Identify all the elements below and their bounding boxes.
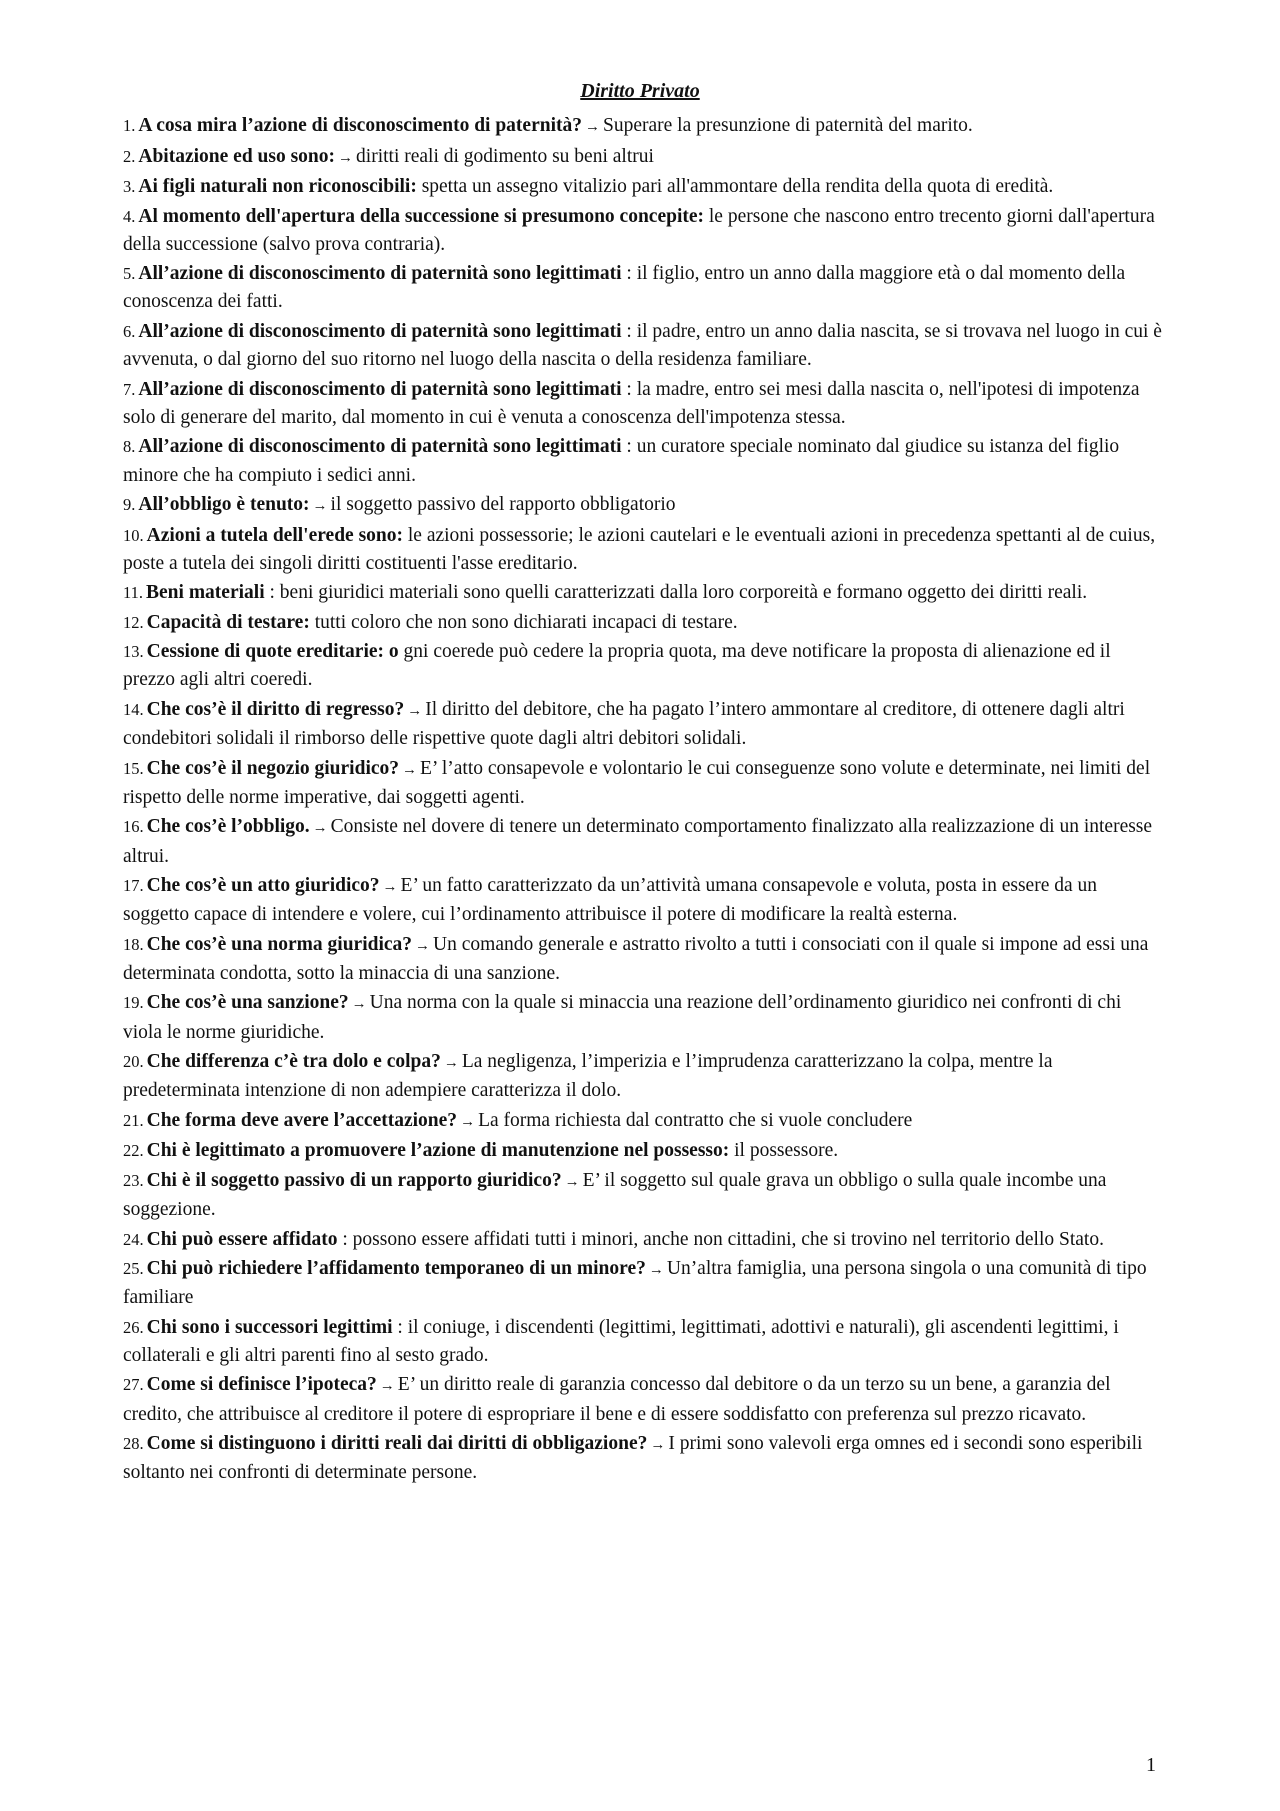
item-answer: Il diritto del debitore, che ha pagato l’intero ammontare al creditore, di ottenere dagli altri condebitori solidali il rimborso delle rispettive quote dagli altri debitori solidali.	[123, 698, 1125, 750]
item-number: 8.	[123, 437, 136, 457]
item-answer: : la madre, entro sei mesi dalla nascita o, nell'ipotesi di impotenza solo di generare del marito, dal momento in cui è venuta a conoscenza dell'impotenza stessa.	[123, 378, 1140, 428]
item-number: 17.	[123, 876, 144, 896]
list-item	[123, 1255, 1163, 1312]
item-question: All’azione di disconoscimento di paternità sono legittimati	[138, 436, 622, 458]
item-question: Chi può essere affidato	[146, 1228, 338, 1250]
item-question: Chi è il soggetto passivo di un rapporto giuridico?	[146, 1169, 562, 1191]
item-question: All’obbligo è tenuto:	[138, 494, 310, 516]
item-question: Cessione di quote ereditarie: o	[146, 641, 399, 663]
item-answer: gni coerede può cedere la propria quota, ma deve notificare la proposta di alienazione ed il prezzo agli altri coeredi.	[123, 641, 1111, 691]
item-number: 16.	[123, 817, 144, 837]
item-number: 10.	[123, 525, 144, 545]
item-answer: : il padre, entro un anno dalia nascita, se si trovava nel luogo in cui è avvenuta, o dal giorno del suo ritorno nel luogo della nascita o della residenza familiare.	[123, 320, 1162, 371]
item-answer: spetta un assegno vitalizio pari all'ammontare della rendita della quota di eredità.	[421, 176, 1054, 197]
item-answer: Un comando generale e astratto rivolto a tutti i consociati con il quale si impone ad essi una determinata condotta, sotto la minaccia di una sanzione.	[123, 933, 1149, 984]
item-number: 25.	[123, 1259, 144, 1279]
list-item	[123, 872, 1163, 929]
arrow-icon: →	[443, 1055, 459, 1072]
item-number: 26.	[123, 1317, 144, 1337]
item-question: Che cos’è il diritto di regresso?	[146, 698, 405, 720]
item-answer: Consiste nel dovere di tenere un determinato comportamento finalizzato alla realizzazione di un interesse altrui.	[123, 816, 1153, 867]
item-answer: E’ un diritto reale di garanzia concesso dal debitore o da un terzo su un bene, a garanzia del credito, che attribuisce al creditore il potere di espropriare il bene e di essere soddisfatto con preferenza sul prezzo ricavato.	[123, 1374, 1111, 1425]
item-question: Che cos’è un atto giuridico?	[146, 875, 380, 897]
item-answer: La negligenza, l’imperizia e l’imprudenza caratterizzano la colpa, mentre la predeterminata intenzione di non adempiere caratterizza il dolo.	[123, 1051, 1053, 1102]
list-item	[123, 579, 1163, 607]
item-question: Che cos’è una norma giuridica?	[146, 933, 413, 955]
list-item	[123, 1107, 1163, 1136]
arrow-icon: →	[415, 937, 431, 954]
arrow-icon: →	[564, 1173, 580, 1190]
item-question: Che cos’è l’obbligo.	[146, 816, 310, 838]
item-question: All’azione di disconoscimento di paternità sono legittimati	[138, 320, 622, 342]
list-item	[123, 260, 1163, 316]
list-item	[123, 112, 1163, 141]
list-item	[123, 1430, 1163, 1487]
item-number: 2.	[123, 146, 136, 166]
arrow-icon: →	[650, 1437, 666, 1454]
arrow-icon: →	[379, 1378, 395, 1395]
item-number: 9.	[123, 495, 136, 515]
item-question: Azioni a tutela dell'erede sono:	[146, 524, 403, 546]
list-item	[123, 931, 1163, 988]
list-item	[123, 1167, 1163, 1224]
item-answer: : beni giuridici materiali sono quelli caratterizzati dalla loro corporeità e formano oggetto dei diritti reali.	[269, 582, 1088, 604]
list-item	[123, 696, 1163, 753]
item-answer: E’ un fatto caratterizzato da un’attività umana consapevole e voluta, posta in essere da un soggetto capace di intendere e volere, cui l’ordinamento attribuisce il potere di modificare la realtà esterna.	[123, 875, 1098, 926]
item-question: Capacità di testare:	[146, 611, 310, 633]
item-question: Che forma deve avere l’accettazione?	[146, 1109, 458, 1131]
item-answer: La forma richiesta dal contratto che si vuole concludere	[478, 1109, 913, 1131]
item-question: Al momento dell'apertura della successione si presumono concepite:	[138, 205, 705, 227]
item-answer: Un’altra famiglia, una persona singola o una comunità di tipo familiare	[123, 1258, 1147, 1309]
list-item	[123, 143, 1163, 172]
item-number: 5.	[123, 264, 136, 284]
item-question: A cosa mira l’azione di disconoscimento di paternità?	[138, 115, 582, 136]
list-item	[123, 1226, 1163, 1254]
item-number: 7.	[123, 379, 136, 399]
item-number: 22.	[123, 1141, 144, 1161]
item-answer: diritti reali di godimento su beni altrui	[356, 145, 654, 167]
qa-list	[123, 112, 1163, 1489]
list-item	[123, 1137, 1163, 1165]
item-answer: Una norma con la quale si minaccia una reazione dell’ordinamento giuridico nei confronti di chi viola le norme giuridiche.	[123, 992, 1122, 1043]
item-number: 27.	[123, 1375, 144, 1395]
list-item	[123, 989, 1163, 1046]
item-number: 23.	[123, 1170, 144, 1190]
item-question: Beni materiali	[146, 582, 265, 604]
item-answer: : il coniuge, i discendenti (legittimi, legittimati, adottivi e naturali), gli ascendenti legittimi, i collaterali e gli altri parenti fino al sesto grado.	[123, 1316, 1119, 1366]
item-number: 19.	[123, 993, 144, 1013]
item-answer: E’ il soggetto sul quale grava un obbligo o sulla quale incombe una soggezione.	[123, 1169, 1107, 1221]
item-answer: le azioni possessorie; le azioni cautelari e le eventuali azioni in precedenza spettanti al de cuius, poste a tutela dei singoli diritti costituenti l'asse ereditario.	[123, 524, 1156, 574]
arrow-icon: →	[648, 1262, 664, 1279]
item-question: All’azione di disconoscimento di paternità sono legittimati	[138, 263, 622, 285]
arrow-icon: →	[382, 879, 398, 896]
arrow-icon: →	[584, 119, 600, 135]
arrow-icon: →	[402, 761, 418, 778]
list-item	[123, 376, 1163, 432]
list-item	[123, 1314, 1163, 1370]
list-item	[123, 1048, 1163, 1105]
item-question: Ai figli naturali non riconoscibili:	[138, 176, 417, 197]
list-item	[123, 433, 1163, 489]
item-answer: il soggetto passivo del rapporto obbligatorio	[330, 494, 676, 516]
arrow-icon: →	[460, 1113, 476, 1130]
item-answer: il possessore.	[734, 1140, 839, 1162]
arrow-icon: →	[312, 498, 328, 515]
page-title: Diritto Privato	[580, 80, 700, 102]
item-question: Chi è legittimato a promuovere l’azione di manutenzione nel possesso:	[146, 1140, 730, 1162]
list-item	[123, 173, 1163, 201]
item-answer: tutti coloro che non sono dichiarati incapaci di testare.	[314, 611, 738, 633]
item-question: Chi sono i successori legittimi	[146, 1316, 393, 1338]
arrow-icon: →	[351, 996, 367, 1013]
arrow-icon: →	[407, 702, 423, 719]
item-number: 20.	[123, 1052, 144, 1072]
item-question: Che differenza c’è tra dolo e colpa?	[146, 1051, 441, 1073]
list-item	[123, 522, 1163, 578]
item-question: Abitazione ed uso sono:	[138, 145, 336, 167]
item-answer: : il figlio, entro un anno dalla maggiore età o dal momento della conoscenza dei fatti.	[123, 263, 1126, 313]
item-answer: I primi sono valevoli erga omnes ed i secondi sono esperibili soltanto nei confronti di determinate persone.	[123, 1433, 1143, 1484]
item-number: 12.	[123, 612, 144, 632]
item-answer: le persone che nascono entro trecento giorni dall'apertura della successione (salvo prova contraria).	[123, 205, 1155, 255]
item-question: Come si definisce l’ipoteca?	[146, 1374, 377, 1396]
item-number: 13.	[123, 642, 144, 662]
item-number: 11.	[123, 583, 144, 603]
page-number: 1	[1146, 1754, 1156, 1776]
item-question: Chi può richiedere l’affidamento temporaneo di un minore?	[146, 1258, 646, 1280]
item-number: 3.	[123, 177, 136, 196]
arrow-icon: →	[338, 149, 354, 166]
item-answer: : possono essere affidati tutti i minori, anche non cittadini, che si trovino nel territorio dello Stato.	[342, 1228, 1104, 1250]
item-number: 14.	[123, 699, 144, 719]
item-question: Che cos’è una sanzione?	[146, 992, 349, 1014]
item-answer: Superare la presunzione di paternità del marito.	[602, 115, 973, 136]
list-item	[123, 1371, 1163, 1428]
list-item	[123, 318, 1163, 374]
item-number: 6.	[123, 321, 136, 341]
item-question: Come si distinguono i diritti reali dai diritti di obbligazione?	[146, 1433, 648, 1455]
item-number: 18.	[123, 934, 144, 954]
item-answer: : un curatore speciale nominato dal giudice su istanza del figlio minore che ha compiuto i sedici anni.	[123, 436, 1120, 486]
item-number: 21.	[123, 1110, 144, 1130]
item-question: Che cos’è il negozio giuridico?	[146, 757, 400, 779]
list-item	[123, 755, 1163, 812]
list-item	[123, 813, 1163, 870]
item-number: 4.	[123, 206, 136, 226]
item-number: 1.	[123, 116, 136, 135]
list-item	[123, 638, 1163, 694]
item-question: All’azione di disconoscimento di paternità sono legittimati	[138, 378, 622, 400]
item-answer: E’ l’atto consapevole e volontario le cui conseguenze sono volute e determinate, nei limiti del rispetto delle norme imperative, dai soggetti agenti.	[123, 757, 1151, 808]
list-item	[123, 609, 1163, 637]
item-number: 15.	[123, 758, 144, 778]
arrow-icon: →	[312, 820, 328, 837]
item-number: 28.	[123, 1434, 144, 1454]
list-item	[123, 203, 1163, 259]
list-item	[123, 491, 1163, 520]
item-number: 24.	[123, 1229, 144, 1249]
